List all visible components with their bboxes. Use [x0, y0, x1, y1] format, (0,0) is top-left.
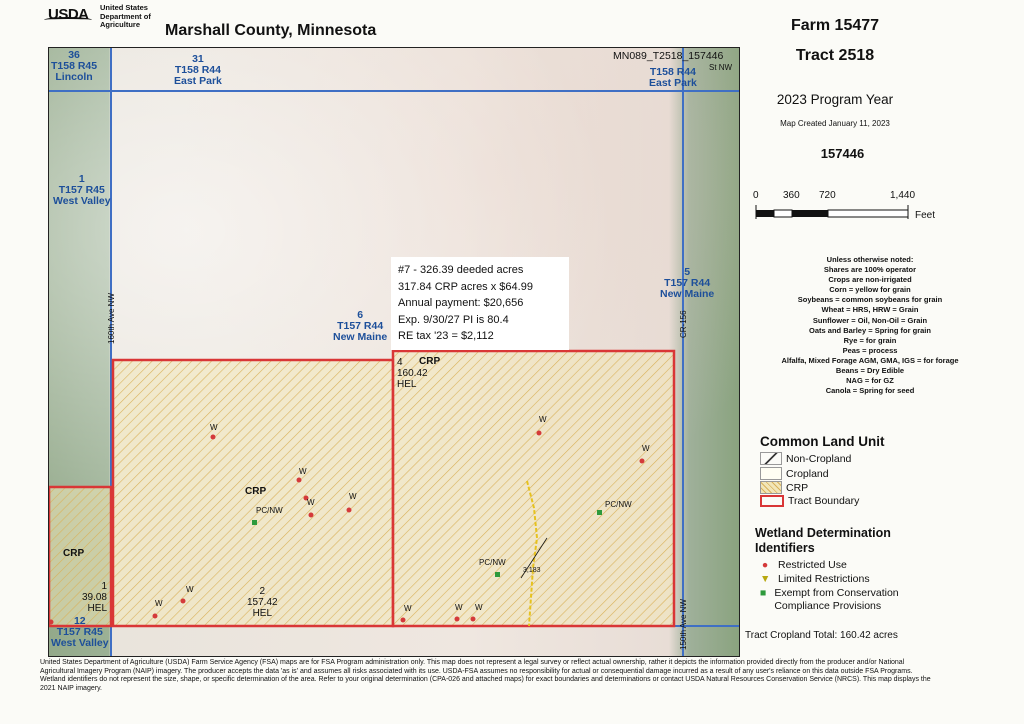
section-label-31: 31 T158 R44 East Park	[174, 53, 222, 87]
field-4[interactable]	[393, 351, 674, 626]
tract-number: Tract 2518	[795, 47, 875, 64]
pcnw-mark: PC/NW	[256, 506, 283, 515]
road-label-160th: 160th Ave NW	[107, 293, 116, 344]
map-id-label: MN089_T2518_157446	[613, 50, 724, 62]
legend-exempt: ■ Exempt from Conservation Compliance Provisions	[760, 587, 899, 612]
w-mark: W	[539, 415, 547, 424]
pcnw-mark: PC/NW	[479, 558, 506, 567]
limited-triangle-icon: ▼	[760, 573, 771, 585]
scale-bar	[753, 190, 953, 222]
field-1-label: 1 39.08 HEL	[81, 581, 107, 614]
exempt-square-icon: ■	[760, 587, 767, 599]
section-label-6: 6 T157 R44 New Maine	[333, 309, 388, 343]
road-label-st-nw: St NW	[709, 63, 733, 72]
wetland-legend-title: Wetland Determination Identifiers	[755, 526, 891, 555]
pcnw-mark: PC/NW	[605, 500, 632, 509]
legend-tract-boundary: Tract Boundary	[760, 495, 859, 507]
w-mark: W	[210, 423, 218, 432]
cropland-swatch	[760, 467, 782, 480]
scale-tick-0: 0	[753, 190, 759, 201]
map-number: 157446	[820, 146, 865, 161]
legend-non-cropland: Non-Cropland	[760, 452, 851, 465]
info-panel	[745, 0, 1024, 724]
w-mark: W	[186, 585, 194, 594]
scale-tick-720: 720	[819, 190, 836, 201]
w-mark: W	[404, 604, 412, 613]
section-label-5: 5 T157 R44 New Maine	[660, 266, 715, 300]
scale-tick-1440: 1,440	[890, 190, 916, 201]
tract-cropland-total: Tract Cropland Total: 160.42 acres	[745, 630, 898, 641]
restricted-dot-icon: ●	[761, 559, 769, 571]
section-label-12: 12 T157 R45 West Valley	[51, 615, 109, 649]
non-cropland-swatch	[760, 452, 782, 465]
field-4-label: 4 160.42 HEL	[397, 357, 428, 390]
w-mark: W	[155, 599, 163, 608]
field-1-class: CRP	[63, 548, 85, 559]
road-label-cr156: CR-156	[679, 310, 688, 338]
usda-logo: USDA	[48, 6, 89, 23]
road-label-150th: 150th Ave NW	[679, 599, 688, 650]
legend-cropland: Cropland	[760, 467, 829, 480]
clu-legend-title: Common Land Unit	[760, 434, 885, 449]
map-created-date: Map Created January 11, 2023	[780, 119, 890, 128]
tract-info-box: #7 - 326.39 deeded acres 317.84 CRP acres x $64.99 Annual payment: $20,656 Exp. 9/30/27 PI is 80.4 RE tax '23 = $2,112	[391, 257, 569, 350]
field-2-label: 2 157.42 HEL	[247, 586, 278, 619]
header	[0, 0, 740, 44]
legend-crp: CRP	[760, 481, 808, 494]
crop-notes: Unless otherwise noted: Shares are 100% operator Crops are non-irrigated Corn = yellow for grain Soybeans = common soybeans for grain Wheat = HRS, HRW = Grain Sunflower = Oil, Non-Oil = Grain Oats and Barley = Spring for grain Rye = for grain Peas = process Alfalfa, Mixed Forage AGM, GMA, IGS = for forage Beans = Dry Edible NAG = for GZ Canola = Spring for seed	[781, 255, 959, 396]
program-year: 2023 Program Year	[776, 92, 894, 107]
w-mark: W	[349, 492, 357, 501]
agency-name: United States Department of Agriculture	[100, 3, 151, 29]
map-overlay	[49, 48, 739, 656]
w-mark: W	[307, 498, 315, 507]
scale-tick-360: 360	[783, 190, 800, 201]
w-mark: W	[642, 444, 650, 453]
farm-number: Farm 15477	[790, 17, 880, 34]
section-label-1: 1 T157 R45 West Valley	[53, 173, 111, 207]
w-mark: W	[475, 603, 483, 612]
w-mark: W	[299, 467, 307, 476]
legend-restricted: ● Restricted Use	[761, 559, 847, 571]
field-4-class: CRP	[419, 356, 441, 367]
crp-swatch	[760, 481, 782, 494]
measure-label: 3,183	[523, 567, 541, 574]
legend-limited: ▼ Limited Restrictions	[760, 573, 870, 585]
scale-unit: Feet	[915, 210, 936, 221]
county-title: Marshall County, Minnesota	[165, 22, 377, 39]
section-label-ne: T158 R44 East Park	[649, 66, 697, 89]
tract-boundary-swatch	[760, 495, 784, 507]
section-label-36: 36 T158 R45 Lincoln	[51, 49, 98, 83]
w-mark: W	[455, 603, 463, 612]
disclaimer: United States Department of Agriculture (USDA) Farm Service Agency (FSA) maps are for FSA Program administration only. This map does not represent a legal survey or reflect actual ownership, rather it depicts the information provided directly from the producer and/or National Agricultural Imagery Program (NAIP) imagery. The producer accepts the data 'as is' and assumes all risks associated with its use. USDA-FSA assumes no responsibility for actual or consequential damage incurred as a result of any user's reliance on this data outside FSA Programs. Wetland identifiers do not represent the size, shape, or specific determination of the area. Refer to your original determination (CPA-026 and attached maps) for exact boundaries and determinations or contact USDA Natural Resources Conservation Service (NRCS). This map displays the 2021 NAIP imagery.	[40, 659, 931, 692]
field-2-class: CRP	[245, 486, 267, 497]
map-frame[interactable]	[48, 47, 740, 657]
